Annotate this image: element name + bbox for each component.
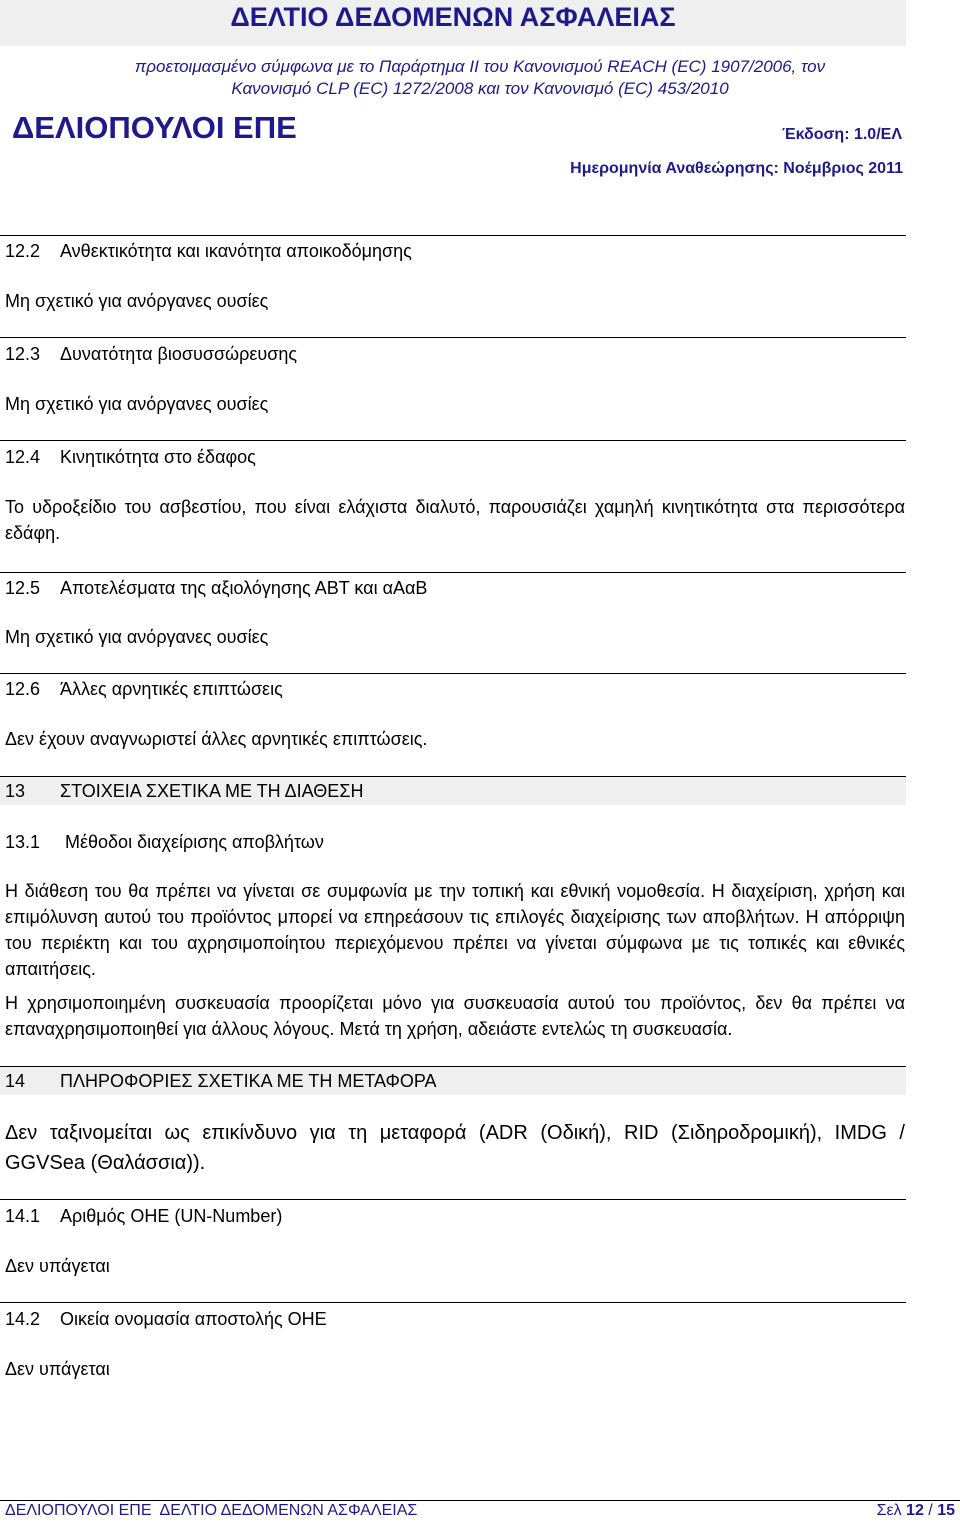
section-body-12-6: Δεν έχουν αναγνωριστεί άλλες αρνητικές επιπτώσεις.	[5, 729, 428, 749]
section-divider	[0, 337, 906, 338]
section-number: 14	[5, 1071, 26, 1091]
footer-divider	[0, 1500, 960, 1501]
section-heading-13	[5, 778, 363, 804]
section-heading-14-1	[5, 1203, 282, 1229]
company-name: ΔΕΛΙΟΠΟΥΛΟΙ ΕΠΕ	[12, 110, 297, 145]
section-number: 13	[5, 781, 26, 801]
section-title: Άλλες αρνητικές επιπτώσεις	[60, 679, 283, 699]
section-heading-12-6	[5, 676, 283, 702]
section-number: 12.2	[5, 241, 41, 261]
section-divider	[0, 776, 906, 777]
revision-date: Ημερομηνία Αναθεώρησης: Νοέμβριος 2011	[570, 160, 903, 177]
section-body-13-1-b: Η χρησιμοποιημένη συσκευασία προορίζεται μόνο για συσκευασία αυτού του προϊόντος, δεν θα πρέπει να επαναχρησιμοποιηθεί για άλλους λόγους. Μετά τη χρήση, αδειάστε εντελώς τη συσκευασία.	[5, 993, 905, 1039]
section-divider	[0, 1199, 906, 1200]
section-body-14-1: Δεν υπάγεται	[5, 1256, 110, 1276]
section-title: Μέθοδοι διαχείρισης αποβλήτων	[65, 832, 324, 852]
section-divider	[0, 572, 906, 573]
section-number: 12.4	[5, 447, 41, 467]
section-body-12-4: Το υδροξείδιο του ασβεστίου, που είναι ελάχιστα διαλυτό, παρουσιάζει χαμηλή κινητικότητα στα περισσότερα εδάφη.	[5, 497, 905, 543]
section-heading-14-2	[5, 1306, 327, 1332]
section-number: 12.3	[5, 344, 41, 364]
section-divider	[0, 1302, 906, 1303]
section-heading-12-3	[5, 341, 297, 367]
section-heading-12-4	[5, 444, 256, 470]
footer-document-label: ΔΕΛΙΟΠΟΥΛΟΙ ΕΠΕ ΔΕΛΤΙΟ ΔΕΔΟΜΕΝΩΝ ΑΣΦΑΛΕΙΑΣ	[5, 1502, 418, 1519]
page-current: 12	[906, 1502, 924, 1519]
page-total: 15	[937, 1502, 955, 1519]
section-body-12-2: Μη σχετικό για ανόργανες ουσίες	[5, 291, 269, 311]
section-divider	[0, 1066, 906, 1067]
section-title: Αποτελέσματα της αξιολόγησης ΑΒΤ και αΑαΒ	[60, 578, 428, 598]
section-number: 12.5	[5, 578, 41, 598]
section-title: ΠΛΗΡΟΦΟΡΙΕΣ ΣΧΕΤΙΚΑ ΜΕ ΤΗ ΜΕΤΑΦΟΡΑ	[60, 1071, 437, 1091]
page-prefix: Σελ	[876, 1502, 902, 1519]
section-divider	[0, 440, 906, 441]
section-title: Δυνατότητα βιοσυσσώρευσης	[60, 344, 298, 364]
section-title: ΣΤΟΙΧΕΙΑ ΣΧΕΤΙΚΑ ΜΕ ΤΗ ΔΙΑΘΕΣΗ	[60, 781, 364, 801]
section-divider	[0, 673, 906, 674]
page-separator: /	[928, 1502, 933, 1519]
section-number: 14.2	[5, 1309, 41, 1329]
section-title: Οικεία ονομασία αποστολής ΟΗΕ	[60, 1309, 327, 1329]
section-body-14: Δεν ταξινομείται ως επικίνδυνο για τη μεταφορά (ADR (Οδική), RID (Σιδηροδρομική), IMDG / GGVSea (Θαλάσσια)).	[5, 1122, 905, 1174]
subtitle-line-2: Κανονισμό CLP (EC) 1272/2008 και τον Κανονισμό (EC) 453/2010	[231, 79, 729, 98]
section-heading-12-5	[5, 575, 427, 601]
section-title: Ανθεκτικότητα και ικανότητα αποικοδόμησης	[60, 241, 412, 261]
section-body-13-1-a: Η διάθεση του θα πρέπει να γίνεται σε συμφωνία με την τοπική και εθνική νομοθεσία. Η διαχείριση, χρήση και επιμόλυνση αυτού του προϊόντος μπορεί να επηρεάσουν τις επιλογές διαχείρισης των αποβλήτων. Η απόρριψη του περιέκτη και του αχρησιμοποίητου περιεχόμενου πρέπει να γίνεται σύμφωνα με τις τοπικές και εθνικές απαιτήσεις.	[5, 881, 905, 979]
section-body-12-5: Μη σχετικό για ανόργανες ουσίες	[5, 627, 269, 647]
section-heading-14	[5, 1068, 437, 1094]
section-number: 13.1	[5, 832, 41, 852]
section-title: Κινητικότητα στο έδαφος	[60, 447, 256, 467]
section-title: Αριθμός ΟΗΕ (UN-Number)	[60, 1206, 283, 1226]
subtitle-line-1: προετοιμασμένο σύμφωνα με το Παράρτημα ΙΙ του Κανονισμού REACH (EC) 1907/2006, τον	[134, 57, 826, 76]
document-title: ΔΕΛΤΙΟ ΔΕΔΟΜΕΝΩΝ ΑΣΦΑΛΕΙΑΣ	[230, 2, 676, 32]
section-body-14-2: Δεν υπάγεται	[5, 1359, 110, 1379]
section-number: 14.1	[5, 1206, 41, 1226]
section-divider	[0, 235, 906, 236]
section-number: 12.6	[5, 679, 41, 699]
section-heading-13-1	[5, 829, 324, 855]
page-indicator	[877, 1502, 955, 1520]
section-body-12-3: Μη σχετικό για ανόργανες ουσίες	[5, 394, 269, 414]
edition: Έκδοση: 1.0/ΕΛ	[781, 126, 902, 143]
section-heading-12-2	[5, 238, 412, 264]
